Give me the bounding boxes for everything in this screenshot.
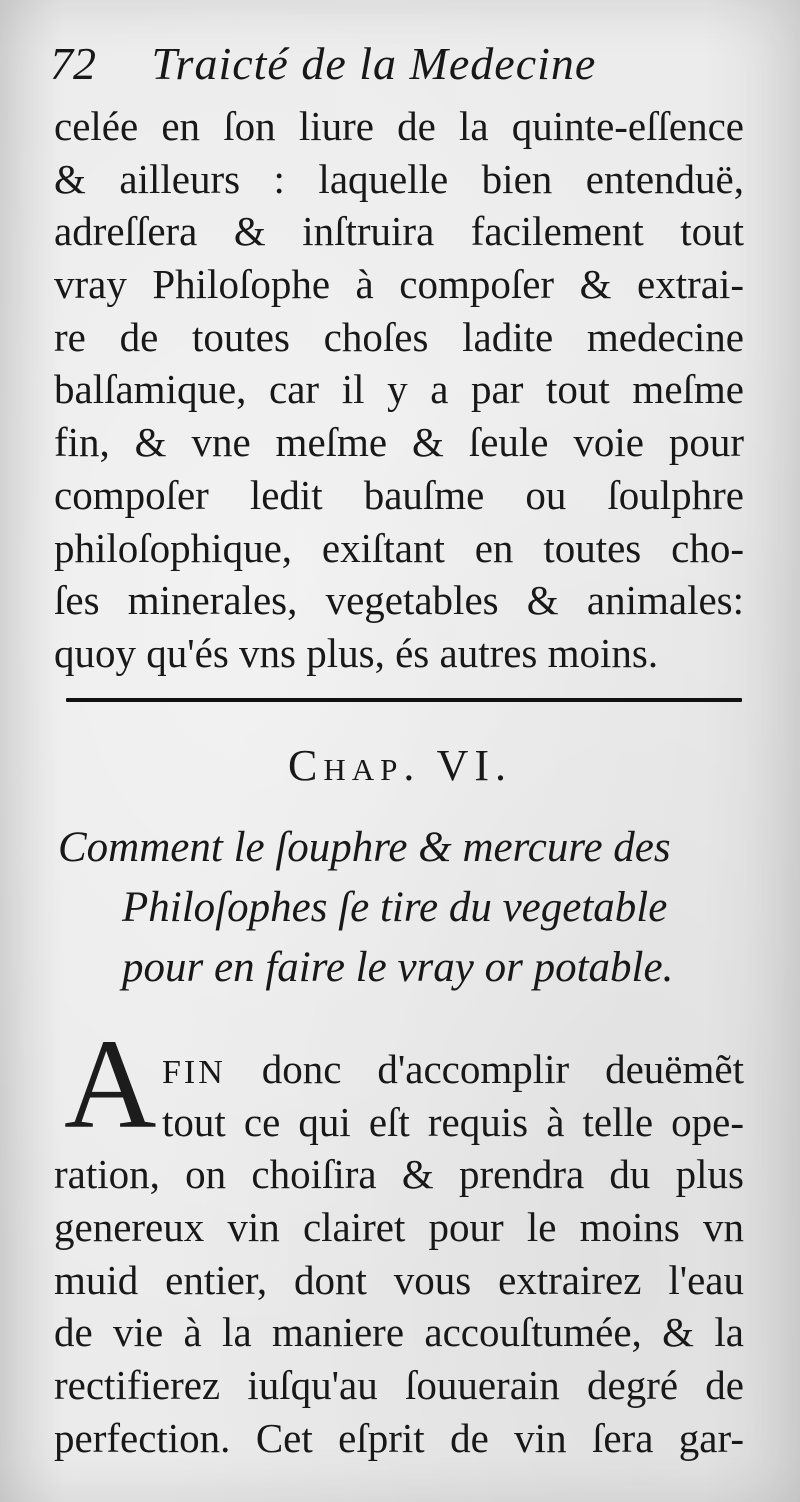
text-line — [54, 1096, 744, 1149]
text-line: balſamique, car il y a par tout meſme — [54, 366, 744, 413]
text-line: adreſſera & inſtruira facilement tout — [54, 208, 744, 255]
subtitle-line: Comment le ſouphre & mercure des — [58, 824, 671, 871]
text-line: re de toutes choſes ladite medecine — [54, 313, 744, 360]
text-line: de vie à la maniere accouſtumée, & la — [54, 1309, 744, 1356]
text-line: quoy qu'és vns plus, és autres moins. — [54, 629, 659, 676]
text-line: compoſer ledit bauſme ou ſoulphre — [54, 471, 744, 518]
chapter-body — [54, 1043, 744, 1465]
text-line: fin, & vne meſme & ſeule voie pour — [54, 419, 744, 466]
text-fragment: donc d'accomplir deuëmẽt — [225, 1046, 744, 1092]
page-number: 72 — [50, 38, 96, 89]
subtitle-line: Philoſophes ſe tire du vegetable — [122, 884, 668, 931]
text-fragment: tout ce qui eſt requis à telle ope- — [162, 1098, 744, 1145]
section-divider — [66, 698, 742, 702]
text-line: philoſophique, exiſtant en toutes cho- — [54, 524, 744, 571]
text-line: perfection. Cet eſprit de vin ſera gar- — [54, 1414, 744, 1461]
running-title: Traicté de la Medecine — [151, 38, 597, 89]
running-head — [50, 34, 750, 94]
chapter-subtitle — [58, 818, 748, 998]
subtitle-line: pour en faire le vray or potable. — [122, 944, 674, 991]
text-line: vray Philoſophe à compoſer & extrai- — [54, 261, 744, 308]
text-line: & ailleurs : laquelle bien entenduë, — [54, 155, 744, 202]
text-line: ſes minerales, vegetables & animales: — [54, 577, 744, 624]
text-line — [54, 1043, 744, 1096]
text-line: rectifierez iuſqu'au ſouuerain degré de — [54, 1362, 744, 1409]
drop-cap-initial: A — [64, 1013, 157, 1155]
paragraph-continued — [54, 100, 744, 680]
small-caps-word: FIN — [162, 1054, 226, 1091]
text-line: genereux vin clairet pour le moins vn — [54, 1204, 744, 1251]
chapter-heading: Chap. VI. — [288, 741, 512, 790]
text-line: celée en ſon liure de la quinte-eſſence — [54, 103, 744, 149]
text-line: ration, on choiſira & prendra du plus — [54, 1151, 744, 1198]
text-line: muid entier, dont vous extrairez l'eau — [54, 1256, 744, 1303]
